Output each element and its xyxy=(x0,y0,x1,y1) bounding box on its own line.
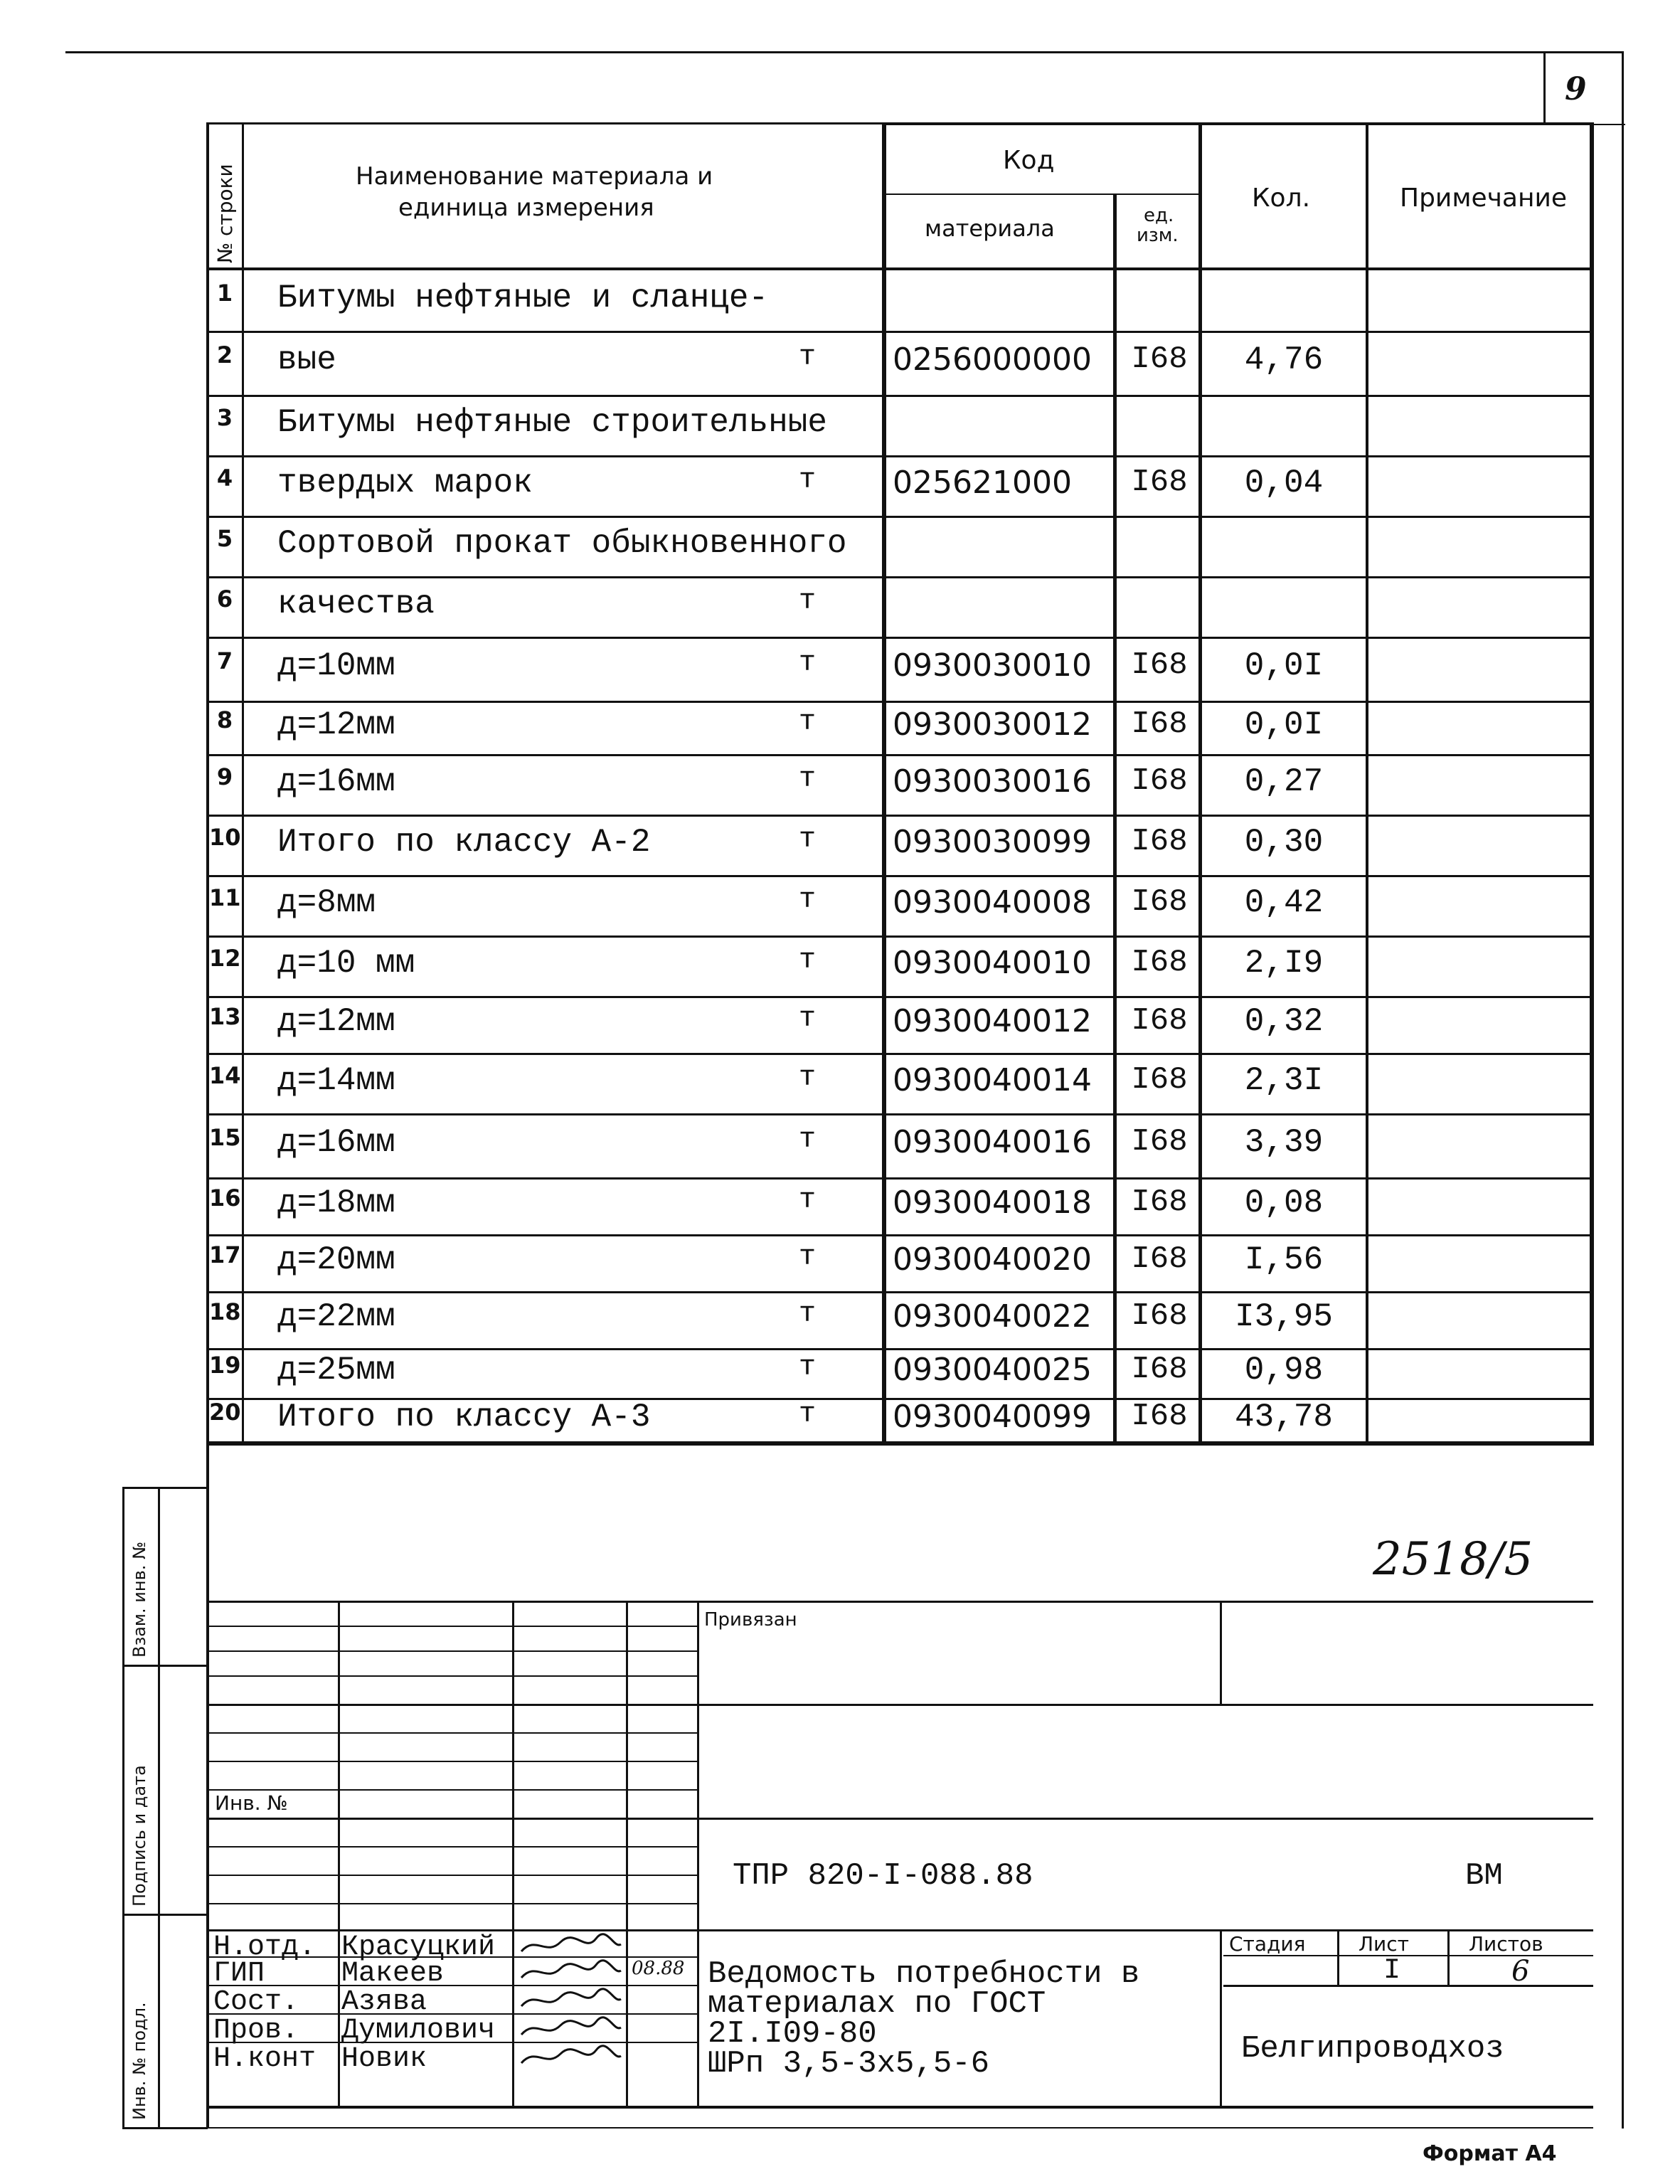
sheet-value: I xyxy=(1383,1955,1401,1987)
unit-code: I68 xyxy=(1131,1062,1188,1098)
signature-role: Пров. xyxy=(213,2015,299,2047)
unit-code: I68 xyxy=(1131,647,1188,683)
material-name: д=25мм xyxy=(277,1352,395,1389)
unit-of-measure: т xyxy=(798,1298,816,1330)
unit-code: I68 xyxy=(1131,824,1188,859)
material-name: д=18мм xyxy=(277,1184,395,1221)
material-name: д=12мм xyxy=(277,706,395,743)
sheet-number-box-left xyxy=(1543,51,1546,125)
row-number: 3 xyxy=(216,404,233,431)
unit-of-measure: т xyxy=(798,1241,816,1273)
header-top-line xyxy=(206,122,1593,124)
tb-h-10 xyxy=(206,1875,697,1876)
inv-no-label: Инв. № xyxy=(215,1791,288,1815)
row-number-header: № строки xyxy=(213,164,237,263)
material-name: д=8мм xyxy=(277,884,376,921)
row-number: 11 xyxy=(209,884,241,911)
note-right-line xyxy=(1590,122,1594,1446)
tb-h-3 xyxy=(206,1675,697,1677)
material-name: д=16мм xyxy=(277,1124,395,1161)
qty-header: Кол. xyxy=(1252,184,1311,213)
row-number: 18 xyxy=(209,1298,241,1325)
material-code: 0930040012 xyxy=(893,1003,1092,1039)
handwritten-signature xyxy=(518,2015,624,2043)
unit-of-measure: т xyxy=(798,1062,816,1094)
quantity: 0,32 xyxy=(1244,1003,1324,1040)
unit-of-measure: т xyxy=(798,706,816,738)
material-code: 025621000 xyxy=(893,465,1072,501)
quantity: 0,27 xyxy=(1244,763,1324,800)
tb-h-top xyxy=(206,1601,1593,1603)
row-number: 10 xyxy=(209,824,241,851)
side-strip-left xyxy=(122,1487,124,2127)
unit-code: I68 xyxy=(1131,1352,1188,1387)
unit-of-measure: т xyxy=(798,1184,816,1216)
material-code: 0930030099 xyxy=(893,824,1092,860)
tb-h-8 xyxy=(206,1818,1593,1820)
unit-of-measure: т xyxy=(798,1124,816,1156)
row-separator xyxy=(206,1234,1593,1236)
unit-code: I68 xyxy=(1131,945,1188,980)
sheet-label: Лист xyxy=(1359,1932,1409,1956)
row-number: 20 xyxy=(209,1399,241,1426)
row-number: 5 xyxy=(216,525,233,552)
material-code: 0930040014 xyxy=(893,1062,1092,1098)
material-code: 0930040010 xyxy=(893,945,1092,981)
material-name: д=22мм xyxy=(277,1298,395,1335)
row-number: 15 xyxy=(209,1124,241,1151)
row-number: 14 xyxy=(209,1062,241,1089)
stage-label: Стадия xyxy=(1229,1932,1306,1956)
signature-date: 08.88 xyxy=(632,1958,685,1979)
quantity: 0,30 xyxy=(1244,824,1324,861)
row-separator xyxy=(206,875,1593,877)
row-number: 7 xyxy=(216,647,233,674)
unit-code: I68 xyxy=(1131,465,1188,500)
row-separator xyxy=(206,576,1593,578)
signature-name: Азява xyxy=(341,1986,427,2018)
material-name: д=10 мм xyxy=(277,945,415,982)
name-right-line xyxy=(882,122,886,1446)
signature-name: Думилович xyxy=(341,2015,496,2047)
unit-of-measure: т xyxy=(798,585,816,617)
tb-h-2 xyxy=(206,1650,697,1652)
material-code: 0930040020 xyxy=(893,1241,1092,1278)
handwritten-signature xyxy=(518,2043,624,2072)
material-name: Итого по классу А-3 xyxy=(277,1399,651,1436)
material-name: д=14мм xyxy=(277,1062,395,1099)
side-strip-top xyxy=(122,1487,208,1489)
orig-inv-label: Инв. № подл. xyxy=(129,2002,149,2120)
tb-h-11 xyxy=(206,1903,697,1904)
quantity: 2,I9 xyxy=(1244,945,1324,982)
material-code: 0930040022 xyxy=(893,1298,1092,1335)
row-separator xyxy=(206,935,1593,938)
header-bottom-line xyxy=(206,267,1593,270)
signature-name: Макеев xyxy=(341,1958,445,1990)
unit-code: I68 xyxy=(1131,1124,1188,1160)
right-border-line xyxy=(1622,51,1624,2129)
quantity: 0,08 xyxy=(1244,1184,1324,1221)
rownum-right-line xyxy=(242,122,244,1446)
row-number: 1 xyxy=(216,280,233,307)
code-header: Код xyxy=(1003,146,1055,175)
row-number: 19 xyxy=(209,1352,241,1379)
unit-of-measure: т xyxy=(798,647,816,679)
row-separator xyxy=(206,1053,1593,1055)
unit-code: I68 xyxy=(1131,1184,1188,1220)
material-code: 0930030016 xyxy=(893,763,1092,800)
tb-v-7 xyxy=(1337,1929,1339,1986)
handwritten-signature xyxy=(518,1986,624,2015)
unit-code: I68 xyxy=(1131,706,1188,742)
tb-h-1 xyxy=(206,1626,697,1627)
side-strip-sep2 xyxy=(122,1914,208,1916)
tb-v-4 xyxy=(697,1601,699,2106)
handwritten-signature xyxy=(518,1931,624,1960)
unit-code: I68 xyxy=(1131,1241,1188,1277)
quantity: I3,95 xyxy=(1234,1298,1334,1335)
row-separator xyxy=(206,815,1593,817)
tb-h-5 xyxy=(206,1732,697,1734)
signature-name: Новик xyxy=(341,2043,427,2075)
code-header-split xyxy=(882,194,1198,195)
unit-of-measure: т xyxy=(798,1399,816,1431)
tb-h-6 xyxy=(206,1761,697,1762)
name-header-line1: Наименование материала и xyxy=(356,162,713,191)
table-bottom-line xyxy=(206,1441,1593,1446)
row-separator xyxy=(206,516,1593,518)
material-name: Сортовой прокат обыкновенного xyxy=(277,525,847,562)
row-number: 13 xyxy=(209,1003,241,1030)
quantity: 43,78 xyxy=(1234,1399,1334,1436)
row-separator xyxy=(206,395,1593,397)
sheets-label: Листов xyxy=(1469,1932,1543,1956)
unit-of-measure: т xyxy=(798,824,816,856)
quantity: 4,76 xyxy=(1244,341,1324,378)
material-name: Битумы нефтяные и сланце- xyxy=(277,280,769,317)
row-number: 17 xyxy=(209,1241,241,1268)
material-name: д=16мм xyxy=(277,763,395,800)
tb-left-bottom-line xyxy=(206,2127,1593,2129)
attached-label: Привязан xyxy=(704,1609,797,1631)
tb-h-9 xyxy=(206,1846,697,1848)
tb-h-4 xyxy=(206,1704,1593,1706)
row-separator xyxy=(206,331,1593,333)
unit-of-measure: т xyxy=(798,945,816,977)
tb-h-7 xyxy=(206,1789,697,1791)
tb-v-1 xyxy=(338,1601,340,2106)
quantity: 0,98 xyxy=(1244,1352,1324,1389)
row-number: 4 xyxy=(216,465,233,492)
handwritten-number: 2518/5 xyxy=(1373,1533,1533,1586)
material-name: д=12мм xyxy=(277,1003,395,1040)
quantity: 2,3I xyxy=(1244,1062,1324,1099)
unit-code: I68 xyxy=(1131,1399,1188,1434)
doc-mark: ВМ xyxy=(1465,1858,1503,1894)
doc-title-line2: материалах по ГОСТ xyxy=(708,1986,1046,2022)
sign-date-label: Подпись и дата xyxy=(129,1765,149,1907)
unit-code: I68 xyxy=(1131,884,1188,920)
material-name: твердых марок xyxy=(277,465,533,502)
row-separator xyxy=(206,1348,1593,1350)
code-unit-header-2: изм. xyxy=(1137,225,1179,246)
material-name: качества xyxy=(277,585,435,622)
row-number: 6 xyxy=(216,585,233,613)
signature-role: Н.конт xyxy=(213,2043,317,2075)
name-header-line2: единица измерения xyxy=(398,194,654,222)
unit-of-measure: т xyxy=(798,884,816,916)
row-number: 16 xyxy=(209,1184,241,1212)
unit-code: I68 xyxy=(1131,763,1188,799)
quantity: 0,0I xyxy=(1244,706,1324,743)
organization: Белгипроводхоз xyxy=(1241,2031,1504,2067)
quantity: 0,0I xyxy=(1244,647,1324,684)
signature-role: Н.отд. xyxy=(213,1931,317,1963)
qty-right-line xyxy=(1366,122,1368,1446)
tb-h-org xyxy=(1223,1985,1593,1987)
unit-code: I68 xyxy=(1131,1003,1188,1039)
tb-v-2 xyxy=(512,1601,514,2106)
material-code: 0930040008 xyxy=(893,884,1092,921)
quantity: 0,42 xyxy=(1244,884,1324,921)
row-number: 12 xyxy=(209,945,241,972)
tb-v-5 xyxy=(1220,1601,1222,1704)
side-strip-bottom xyxy=(122,2127,208,2129)
unit-code: I68 xyxy=(1131,1298,1188,1334)
quantity: 3,39 xyxy=(1244,1124,1324,1161)
side-strip-right xyxy=(158,1487,160,2127)
row-number: 2 xyxy=(216,341,233,369)
signature-role: Сост. xyxy=(213,1986,299,2018)
signature-name: Красуцкий xyxy=(341,1931,496,1963)
material-name: Битумы нефтяные строительные xyxy=(277,404,827,441)
material-code: 0930040016 xyxy=(893,1124,1092,1160)
unit-of-measure: т xyxy=(798,341,816,373)
material-code: 0930040025 xyxy=(893,1352,1092,1388)
format-label: Формат А4 xyxy=(1423,2141,1557,2166)
unit-code: I68 xyxy=(1131,341,1188,377)
row-separator xyxy=(206,701,1593,703)
row-separator xyxy=(206,996,1593,998)
material-code: 0930030010 xyxy=(893,647,1092,684)
unit-of-measure: т xyxy=(798,1003,816,1035)
note-header: Примечание xyxy=(1400,184,1568,213)
top-border-line xyxy=(65,51,1623,53)
row-number: 9 xyxy=(216,763,233,790)
sheets-value: 6 xyxy=(1511,1955,1530,1988)
row-number: 8 xyxy=(216,706,233,733)
row-separator xyxy=(206,1291,1593,1293)
unit-of-measure: т xyxy=(798,763,816,795)
material-code: 0256000000 xyxy=(893,341,1092,378)
handwritten-signature xyxy=(518,1958,624,1986)
signature-role: ГИП xyxy=(213,1958,265,1990)
tb-h-bottom xyxy=(206,2106,1593,2109)
material-name: д=10мм xyxy=(277,647,395,684)
sheet-corner-number: 9 xyxy=(1565,71,1587,107)
replace-inv-label: Взам. инв. № xyxy=(129,1542,149,1658)
side-strip-sep1 xyxy=(122,1665,208,1667)
code-unit-header-1: ед. xyxy=(1144,205,1174,226)
code-material-header: материала xyxy=(925,215,1055,242)
unit-of-measure: т xyxy=(798,465,816,497)
tb-v-8 xyxy=(1447,1929,1450,1986)
material-name: д=20мм xyxy=(277,1241,395,1278)
material-name: вые xyxy=(277,341,336,378)
row-separator xyxy=(206,455,1593,457)
tb-v-6 xyxy=(1220,1929,1222,2107)
material-name: Итого по классу А-2 xyxy=(277,824,651,861)
row-separator xyxy=(206,1113,1593,1115)
tb-v-3 xyxy=(626,1601,628,2106)
project-code: ТПР 820-I-088.88 xyxy=(733,1858,1033,1894)
quantity: 0,04 xyxy=(1244,465,1324,502)
row-separator xyxy=(206,1177,1593,1180)
unit-of-measure: т xyxy=(798,1352,816,1384)
material-code: 0930040099 xyxy=(893,1399,1092,1435)
material-code: 0930040018 xyxy=(893,1184,1092,1221)
row-separator xyxy=(206,754,1593,756)
row-separator xyxy=(206,637,1593,639)
doc-title-line4: ШРп 3,5-3х5,5-6 xyxy=(708,2046,990,2082)
doc-title-line1: Ведомость потребности в xyxy=(708,1956,1140,1992)
doc-title-line3: 2I.I09-80 xyxy=(708,2016,877,2052)
quantity: I,56 xyxy=(1244,1241,1324,1278)
material-code: 0930030012 xyxy=(893,706,1092,743)
